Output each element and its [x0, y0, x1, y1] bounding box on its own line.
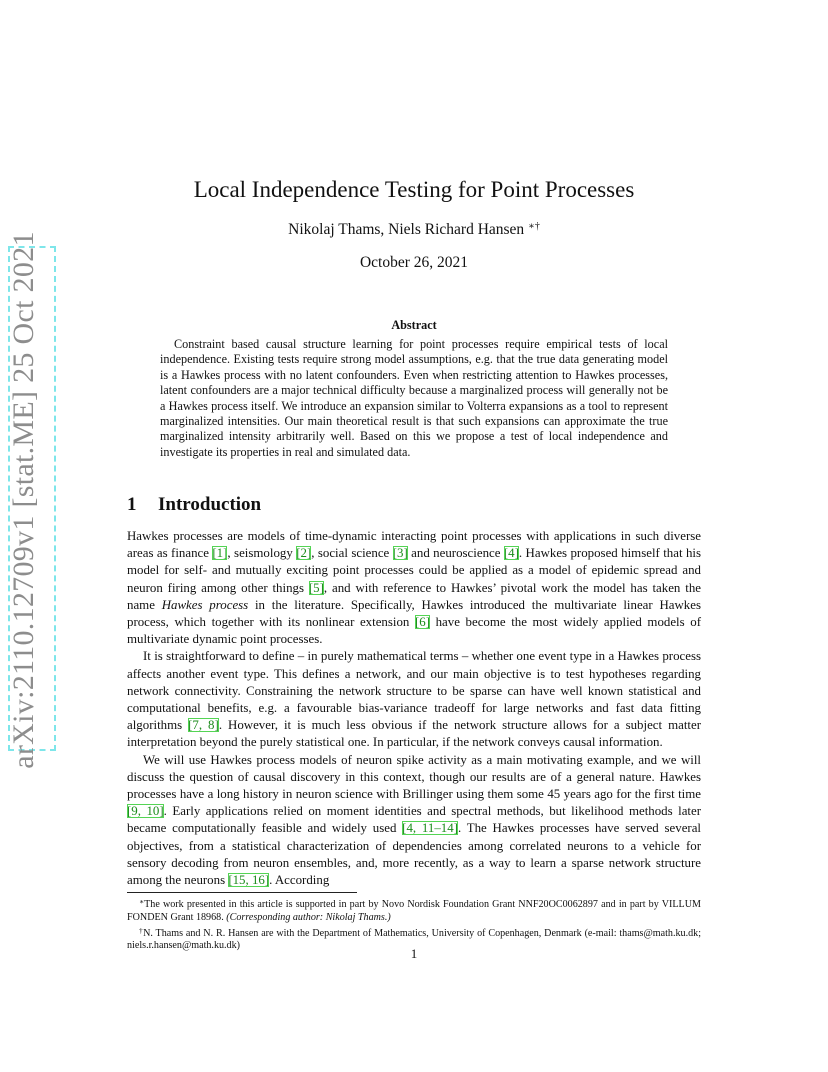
text-run: , social science: [311, 546, 393, 561]
section-heading-introduction: [127, 494, 701, 516]
citation-link[interactable]: [5]: [308, 580, 324, 595]
arxiv-identifier-stamp[interactable]: arXiv:2110.12709v1 [stat.ME] 25 Oct 2021: [7, 231, 40, 769]
paper-title: Local Independence Testing for Point Processes: [193, 177, 635, 202]
paragraph-2: [127, 648, 701, 751]
author-footnote-marks[interactable]: ∗†: [528, 221, 540, 232]
text-run: . The Hawkes processes have served several objectives, from a statistical characterization of dependencies among correlated neurons to a vehicle for sensory decoding from neuron ensembles, and, more recently, as a way to learn a sparse network structure among the neurons: [127, 821, 702, 888]
citation-link[interactable]: [4]: [503, 546, 519, 561]
text-run: have become the most widely applied models of multivariate dynamic point processes.: [127, 615, 701, 647]
footnotes: [127, 896, 701, 953]
footnote-divider: [127, 892, 357, 893]
paragraph-3: [127, 752, 701, 890]
text-run: . However, it is much less obvious if the network structure allows for a subject matter interpretation beyond the purely statistical one. In particular, if the network conveys causal information.: [127, 718, 701, 750]
text-run: and neuroscience: [407, 546, 504, 561]
section-title: Introduction: [158, 494, 262, 515]
footnote-mark: ∗: [139, 897, 145, 906]
text-run: , seismology: [227, 546, 297, 561]
paper-authors: [127, 221, 701, 239]
text-run: . Early applications relied on moment identities and spectral methods, but likelihood methods later became computationally feasible and widely used: [127, 804, 702, 836]
citation-link[interactable]: [7, 8]: [188, 718, 219, 733]
citation-link[interactable]: [9, 10]: [127, 804, 164, 819]
text-run: . Hawkes proposed himself that his model for self- and mutually exciting point processes could be applied as a model of epidemic spread and neuron firing among other things: [127, 546, 702, 595]
author-names: Nikolaj Thams, Niels Richard Hansen: [288, 221, 525, 238]
introduction-body: [127, 528, 701, 889]
footnote-corresponding-author: (Corresponding author: Nikolaj Thams.): [226, 911, 391, 923]
paper-date: October 26, 2021: [359, 254, 469, 271]
footnote-mark: †: [139, 925, 144, 935]
text-run: It is straightforward to define – in purely mathematical terms – whether one event type in a Hawkes process affects another event type. This defines a network, and our main objective is to test hypotheses regarding network connectivity. Constraining the network structure to be sparse can have well known statistical and computational benefits, e.g. a favourable bias-variance tradeoff for large networks and fast data fitting algorithms: [127, 649, 701, 733]
text-run: We will use Hawkes process models of neuron spike activity as a main motivating example, and we will discuss the question of causal discovery in this context, though our results are of a general nature. Hawkes processes have a long history in neuron science with Brillinger using them some 45 years ago for the first time: [127, 752, 701, 802]
citation-link[interactable]: [15, 16]: [228, 873, 270, 888]
abstract-text: Constraint based causal structure learning for point processes require empirical tests of local independence. Existing tests require strong model assumptions, e.g. that the true data generating model is a Hawkes process with no latent confounders. Even when restricting attention to Hawkes processes, latent confounders are a major technical difficulty because a marginalized process will generally not be a Hawkes process itself. We introduce an expansion similar to Volterra expansions as a tool to represent marginalized intensities. Our main theoretical result is that such expansions can approximate the true marginalized intensity arbitrarily well. Based on this we propose a test of local independence and investigate its properties in real and simulated data.: [160, 337, 668, 459]
text-run: Hawkes processes are models of time-dynamic interacting point processes with applications in such diverse areas as finance: [127, 529, 701, 561]
citation-link[interactable]: [3]: [392, 546, 408, 561]
citation-link[interactable]: [2]: [296, 546, 312, 561]
footnote-text: The work presented in this article is supported in part by Novo Nordisk Foundation Grant NNF20OC0062897 and in part by VILLUM FONDEN Grant 18968.: [127, 899, 701, 923]
paragraph-1: [127, 528, 701, 648]
section-number: 1: [127, 494, 137, 515]
abstract-heading: Abstract: [391, 318, 437, 332]
footnote-funding: [127, 896, 701, 925]
citation-link[interactable]: [6]: [414, 615, 430, 630]
citation-link[interactable]: [4, 11–14]: [402, 821, 458, 836]
footnote-text: N. Thams and N. R. Hansen are with the Department of Mathematics, University of Copenhagen, Denmark (e-mail: thams@math.ku.dk; niels.r.hansen@math.ku.dk): [127, 927, 701, 952]
text-run: , and with reference to Hawkes’ pivotal work the model has taken the name: [127, 580, 701, 612]
text-run: in the literature. Specifically, Hawkes introduced the multivariate linear Hawkes process, which together with its nonlinear extension: [127, 597, 701, 630]
citation-link[interactable]: [1]: [212, 546, 228, 561]
text-run: . According: [269, 873, 330, 888]
emphasized-term: Hawkes process: [161, 597, 249, 612]
page-number: 1: [410, 946, 418, 961]
